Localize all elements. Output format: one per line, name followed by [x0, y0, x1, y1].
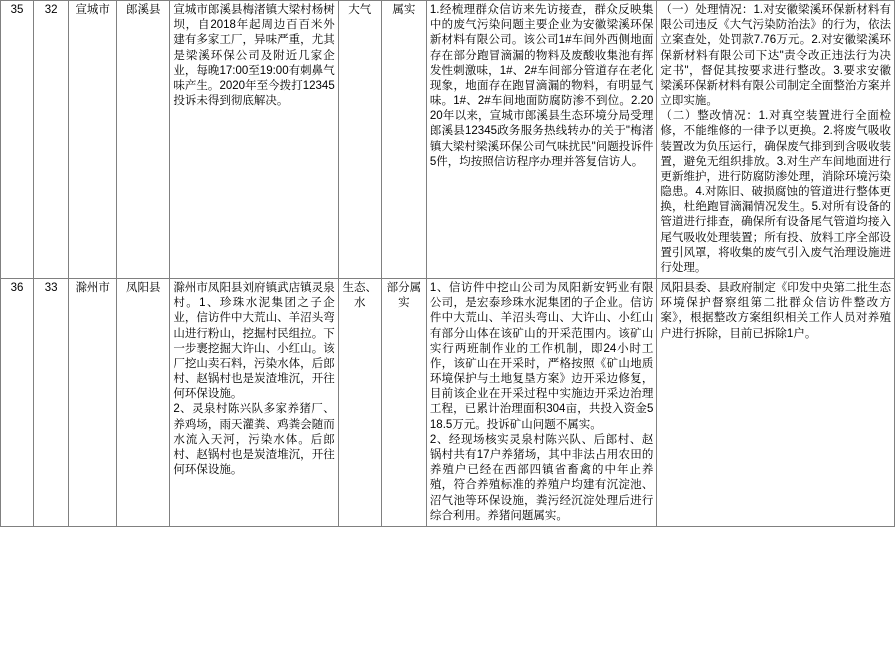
cell-county: 凤阳县 — [117, 279, 170, 527]
cell-city: 滁州市 — [69, 279, 117, 527]
cell-handling: 凤阳县委、县政府制定《印发中央第二批生态环境保护督察组第二批群众信访件整改方案》，根据整改方案组织相关工作人员对养殖户进行拆除，目前已拆除1户。 — [657, 279, 895, 527]
cell-investigation: 1.经梳理群众信访来先访接查，群众反映集中的废气污染问题主要企业为安徽梁溪环保新材料有限公司。该公司1#车间外西侧地面存在部分跑冒滴漏的物料及废酸收集池有挥发性刺激味，1#、2#车间部分管道存在老化现象，地面存在跑冒滴漏的物料，有明显气味。1#、2#车间地面防腐防渗不到位。2.2020年以来，宣城市郎溪县生态环境分局受理郎溪县12345政务服务热线转办的关于"梅渚镇大梁村梁溪环保公司气味扰民"问题投诉件5件，均按照信访程序办理并答复信访人。 — [426, 1, 657, 279]
cell-complaint: 滁州市凤阳县刘府镇武店镇灵泉村。1、珍珠水泥集团之子企业，信访件中大荒山、羊沼头弯山进行粉山，挖掘村民组拉。下一步裹挖掘大许山、小红山。该厂挖山卖石料，污染水体，后郎村、赵锅村也是炭渣堆沉，开往何环保设施。 2、灵泉村陈兴队多家养猪厂、养鸡场，雨天灌粪、鸡粪会随而水流入天河，污染水体。后郎村、赵锅村也是炭渣堆沉，开往何环保设施。 — [170, 279, 338, 527]
cell-city: 宣城市 — [69, 1, 117, 279]
table-row — [1, 1, 895, 279]
cell-seq: 36 — [1, 279, 34, 527]
cell-investigation: 1、信访件中挖山公司为凤阳新安钙业有限公司，是宏泰珍珠水泥集团的子企业。信访件中大荒山、羊沼头弯山、大许山、小红山有部分山体在该矿山的开采范围内。该矿山实行两班制作业的工作机制，即24小时工作，该矿山在开采时，严格按照《矿山地质环境保护与土地复垦方案》边开采边修复，目前该企业在开采过程中实施边开采边治理工程，已累计治理面积304亩，共投入资金518.5万元。投诉矿山问题不属实。 2、经现场核实灵泉村陈兴队、后郎村、赵锅村共有17户养猪场，其中非法占用农田的养殖户已经在西部四镇省畜禽的中年止养殖，符合养殖标准的养殖户均建有沉淀池、沼气池等环保设施，粪污经沉淀处理后进行综合利用。养猪问题属实。 — [426, 279, 657, 527]
table-row — [1, 279, 895, 527]
cell-seq: 35 — [1, 1, 34, 279]
cell-county: 郎溪县 — [117, 1, 170, 279]
cell-responsible: 部分属实 — [381, 279, 426, 527]
cell-no: 32 — [34, 1, 69, 279]
cell-pollution-type: 大气 — [338, 1, 381, 279]
cell-no: 33 — [34, 279, 69, 527]
cell-responsible: 属实 — [381, 1, 426, 279]
cell-pollution-type: 生态、水 — [338, 279, 381, 527]
cell-handling: （一）处理情况：1.对安徽梁溪环保新材料有限公司违反《大气污染防治法》的行为，依法立案查处，处罚款7.76万元。2.对安徽梁溪环保新材料有限公司下达"责令改正违法行为决定书"，督促其按要求进行整改。3.要求安徽梁溪环保新材料有限公司制定全面整治方案并立即实施。 （二）整改情况：1.对真空装置进行全面检修，不能维修的一律予以更换。2.将废气吸收装置改为负压运行，确保废气排到到含吸收装置，避免无组织排放。3.对生产车间地面进行更新维护，进行防腐防渗处理，消除环境污染隐患。4.对陈旧、破损腐蚀的管道进行整体更换，杜绝跑冒滴漏情况发生。5.对所有设备的管道进行排查，确保所有设备尾气管道均接入尾气吸收处理装置；所有投、放料工序全部设置引风罩，将收集的废气引入废气治理设施进行处理。 — [657, 1, 895, 279]
cell-complaint: 宣城市郎溪县梅渚镇大梁村杨树坝，自2018年起周边百百米外建有多家工厂，异味严重，尤其是梁溪环保公司及附近几家企业，每晚17:00至19:00有刺鼻气味产生。2020年至今拨打12345投诉未得到彻底解决。 — [170, 1, 338, 279]
